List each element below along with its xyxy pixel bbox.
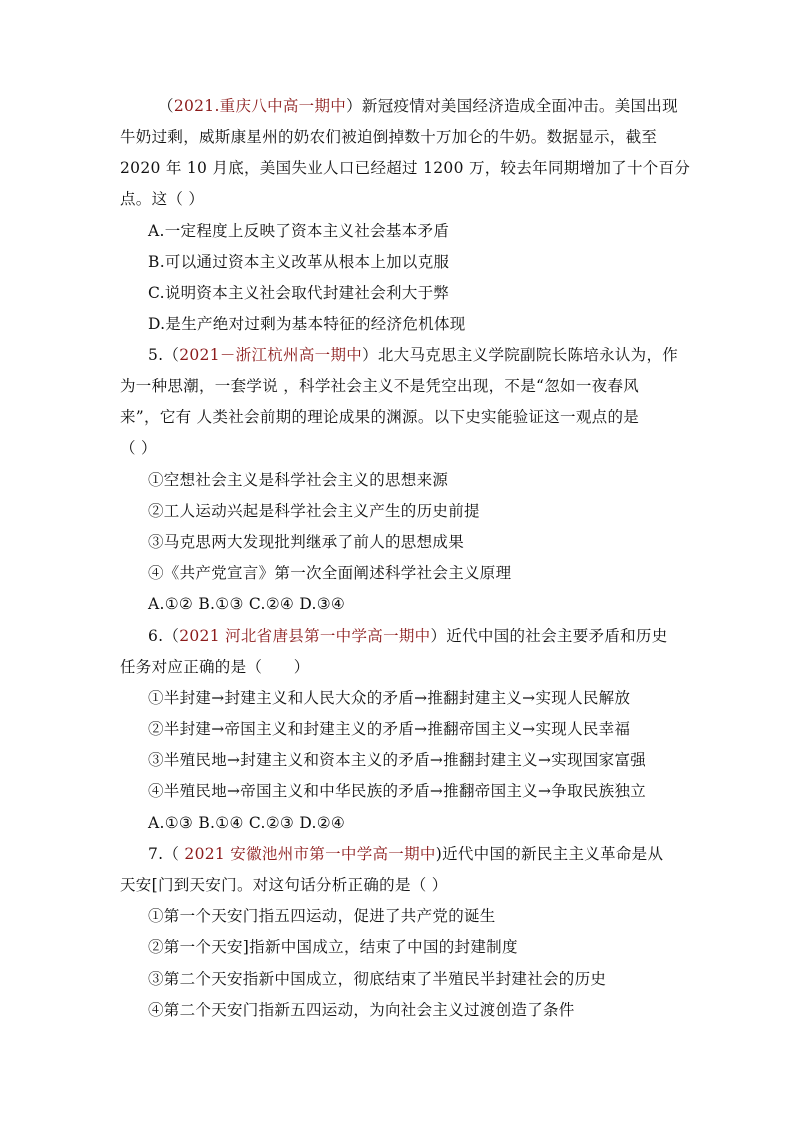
q6-source: 2021 河北省唐县第一中学高一期中 [179, 627, 431, 645]
q4-option-d: D.是生产绝对过剩为基本特征的经济危机体现 [148, 315, 466, 333]
q4-line-3: 2020 年 10 月底，美国失业人口已经超过 1200 万，较去年同期增加了十个百分 [120, 159, 691, 177]
q4-line-2: 牛奶过剩，威斯康星州的奶农们被迫倒掉数十万加仑的牛奶。数据显示，截至 [120, 128, 658, 146]
q6-item-1: ①半封建→封建主义和人民大众的矛盾→推翻封建主义→实现人民解放 [148, 689, 631, 707]
q5-source: 2021－浙江杭州高一期中 [179, 346, 363, 364]
q7-source-close: ) [435, 845, 443, 863]
q5-answers: A.①② B.①③ C.②④ D.③④ [148, 595, 346, 613]
q6-stem-text: 近代中国的社会主要矛盾和历史 [446, 627, 668, 645]
q4-line-4: 点。这（ ） [120, 190, 205, 208]
q5-item-2: ②工人运动兴起是科学社会主义产生的历史前提 [148, 502, 480, 520]
q5-line-3: 来”，它有 人类社会前期的理论成果的渊源。以下史实能验证这一观点的是 [120, 408, 640, 426]
q5-number: 5.（ [148, 346, 180, 364]
q4-option-c: C.说明资本主义社会取代封建社会利大于弊 [148, 284, 450, 302]
q5-line-4: （ ） [120, 439, 157, 457]
q7-source: 2021 安徽池州市第一中学高一期中 [184, 845, 436, 863]
q4-option-b: B.可以通过资本主义改革从根本上加以克服 [148, 253, 450, 271]
q7-item-2: ②第一个天安]指新中国成立，结束了中国的封建制度 [148, 938, 518, 956]
q4-stem-text: 新冠疫情对美国经济造成全面冲击。美国出现 [361, 97, 678, 115]
q5-source-close: ） [362, 346, 378, 364]
q7-stem-text: 近代中国的新民主主义革命是从 [442, 845, 664, 863]
q5-item-4: ④《共产党宣言》第一次全面阐述科学社会主义原理 [148, 564, 512, 582]
q6-item-3: ③半殖民地→封建主义和资本主义的矛盾→推翻封建主义→实现国家富强 [148, 751, 647, 769]
q6-answers: A.①③ B.①④ C.②③ D.②④ [148, 814, 346, 832]
q6-source-close: ） [430, 627, 447, 645]
q7-item-3: ③第二个天安指新中国成立，彻底结束了半殖民半封建社会的历史 [148, 970, 607, 988]
q6-item-4: ④半殖民地→帝国主义和中华民族的矛盾→推翻帝国主义→争取民族独立 [148, 782, 647, 800]
q5-item-1: ①空想社会主义是科学社会主义的思想来源 [148, 471, 449, 489]
q5-item-3: ③马克思两大发现批判继承了前人的思想成果 [148, 533, 465, 551]
q6-line-2: 任务对应正确的是（ ） [120, 658, 310, 676]
q6-line-1 [148, 626, 668, 646]
q7-line-1 [148, 844, 663, 864]
q7-number: 7.（ [148, 845, 185, 863]
q5-stem-text: 北大马克思主义学院副院长陈培永认为，作 [377, 346, 679, 364]
q4-source-close: ） [346, 97, 362, 115]
q7-item-1: ①第一个天安门指五四运动，促进了共产党的诞生 [148, 907, 496, 925]
q4-source-open: （ [158, 97, 174, 115]
q4-option-a: A.一定程度上反映了资本主义社会基本矛盾 [148, 222, 450, 240]
q6-number: 6.（ [148, 627, 180, 645]
q6-item-2: ②半封建→帝国主义和封建主义的矛盾→推翻帝国主义→实现人民幸福 [148, 720, 631, 738]
q5-line-2: 为一种思潮，一套学说 ，科学社会主义不是凭空出现，不是“忽如一夜春风 [120, 377, 640, 395]
q7-line-2: 天安[门到天安门。对这句话分析正确的是（ ） [120, 876, 448, 894]
q4-line-1 [158, 96, 678, 116]
q7-item-4: ④第二个天安门指新五四运动，为向社会主义过渡创造了条件 [148, 1001, 575, 1019]
q4-source: 2021.重庆八中高一期中 [173, 97, 347, 115]
q5-line-1 [148, 345, 678, 365]
